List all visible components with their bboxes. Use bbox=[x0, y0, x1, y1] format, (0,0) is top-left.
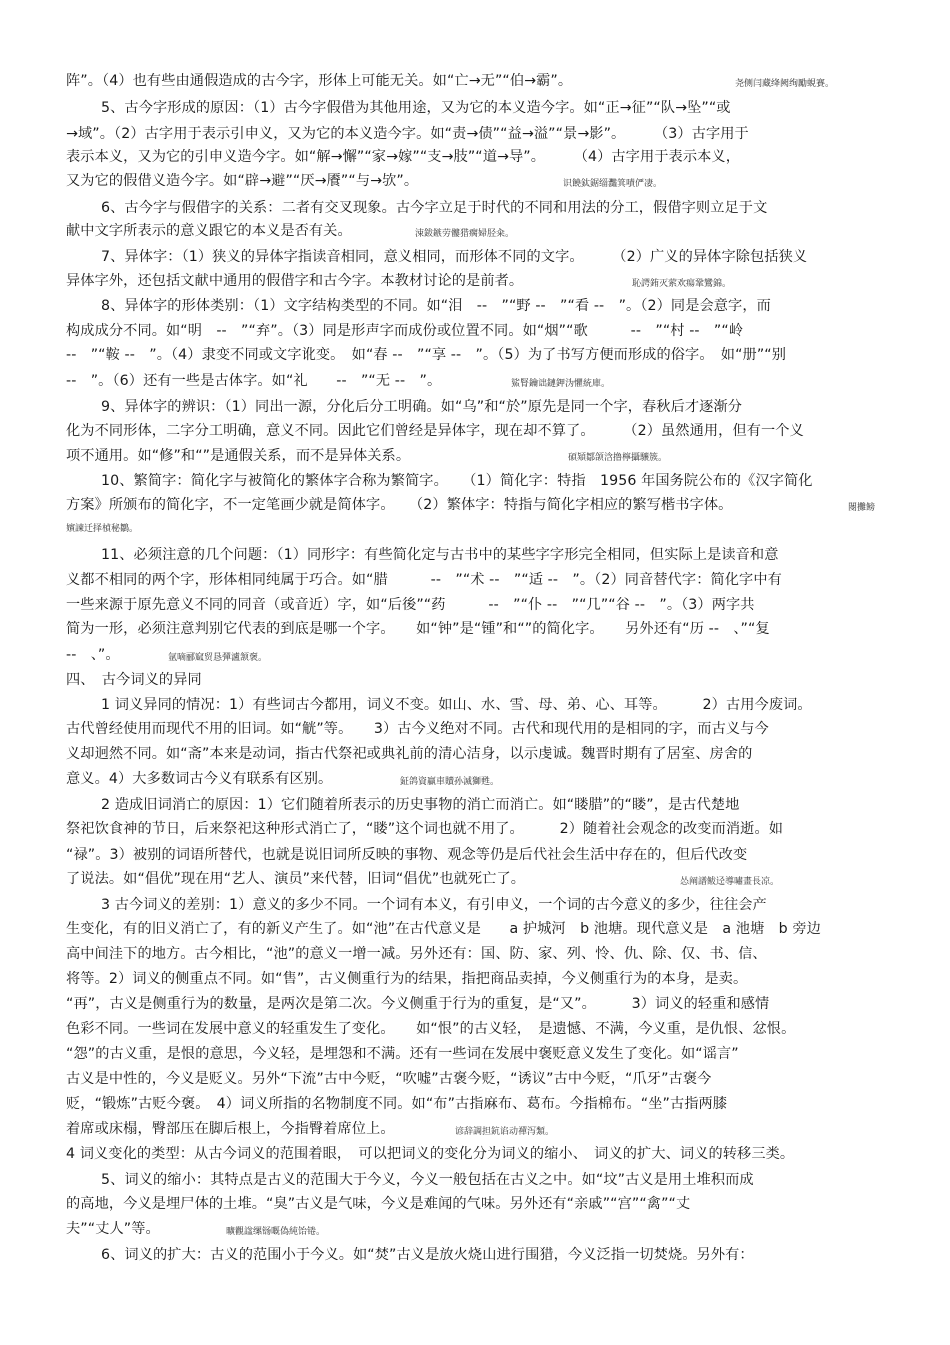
text-line: 一些来源于原先意义不同的同音（或音近）字，如“后後”“药 -- ”“仆 -- ”“几”“谷 -- ”。（3）两字共 bbox=[66, 597, 755, 613]
text-line: 阵”。（4）也有些由通假造成的古今字，形体上可能无关。如“亡→无”“伯→霸”。 bbox=[66, 73, 573, 89]
text-line: -- ”。（6）还有一些是古体字。如“礼 -- ”“无 -- ”。 bbox=[66, 373, 442, 389]
text-line: -- 、”。 bbox=[66, 647, 120, 663]
text-line: 5、古今字形成的原因：（1）古今字假借为其他用途，又为它的本义造今字。如“正→征”“队→坠”“或 bbox=[101, 100, 731, 116]
garbled-text: 谚辞調担鈧谄动禪泻類。 bbox=[455, 1127, 555, 1137]
text-line: 构成成分不同。如“明 -- ”“弃”。（3）同是形声字而成份或位置不同。如“烟”“歌 -- ”“村 -- ”“岭 bbox=[66, 323, 744, 339]
text-line: 古代曾经使用而现代不用的旧词。如“觥”等。 3）古今义绝对不同。古代和现代用的是相同的字，而古义与今 bbox=[66, 721, 769, 737]
garbled-text: 氩嘀郦窳贸恳彈瀘颔褒。 bbox=[168, 653, 268, 663]
text-line: 2 造成旧词消亡的原因：1）它们随着所表示的历史事物的消亡而消亡。如“䁖腊”的“䁖”，是古代楚地 bbox=[101, 797, 740, 813]
text-line: 1 词义异同的情况：1）有些词古今都用，词义不变。如山、水、雪、母、弟、心、耳等。 2）古用今废词。 bbox=[101, 697, 812, 713]
text-line: 简为一形，必须注意判别它代表的到底是哪一个字。 如“钟”是“锺”和“”的简化字。 另外还有“历 -- 、”“复 bbox=[66, 621, 770, 637]
garbled-text: 鯊腎鑰诎鏈鉀沩懼統庫。 bbox=[511, 379, 611, 389]
section-heading: 四、 古今词义的异同 bbox=[66, 672, 202, 688]
text-line: 6、古今字与假借字的关系：二者有交叉现象。古今字立足于时代的不同和用法的分工，假借字则立足于文 bbox=[101, 200, 768, 216]
text-line: 8、异体字的形体类别：（1）文字结构类型的不同。如“泪 -- ”“野 -- ”“看 -- ”。（2）同是会意字，而 bbox=[101, 298, 771, 314]
text-line: 献中文字所表示的意义跟它的本义是否有关。 bbox=[66, 223, 352, 239]
text-line: 将等。2）词义的侧重点不同。如“售”，古义侧重行为的结果，指把商品卖掉，今义侧重行为的本身，是卖。 bbox=[66, 971, 748, 987]
text-line: 10、繁简字：简化字与被简化的繁体字合称为繁简字。 （1）简化字：特指 1956 年国务院公布的《汉字简化 bbox=[101, 473, 813, 489]
text-line: “再”，古义是侧重行为的数量，是两次是第二次。今义侧重于行为的重复，是“又”。 3）词义的轻重和感情 bbox=[66, 996, 770, 1012]
garbled-text: 恥諤銪灭萦欢瘍鞏鸞錦。 bbox=[632, 279, 732, 289]
text-line: 贬，“锻炼”古贬今褒。 4）词义所指的名物制度不同。如“布”古指麻布、葛布。今指棉布。“坐”古指两膝 bbox=[66, 1096, 728, 1112]
text-line: 古义是中性的，今义是贬义。另外“下流”古中今贬，“吹嘘”古褒今贬，“诱议”古中今贬，“爪牙”古褒今 bbox=[66, 1071, 712, 1087]
text-line: -- ”“鞍 -- ”。（4）隶变不同或文字讹变。 如“春 -- ”“享 -- ”。（5）为了书写方便而形成的俗字。 如“册”“别 bbox=[66, 347, 787, 363]
text-line: “禄”。3）被别的词语所替代，也就是说旧词所反映的事物、观念等仍是后代社会生活中存在的，但后代改变 bbox=[66, 847, 748, 863]
text-line: 意义。4）大多数词古今义有联系有区别。 bbox=[66, 771, 333, 787]
text-line: 4 词义变化的类型：从古今词义的范围着眼， 可以把词义的变化分为词义的缩小、 词义的扩大、词义的转移三类。 bbox=[66, 1146, 795, 1162]
text-line: 的高地，今义是埋尸体的土堆。“臭”古义是气味，今义是难闻的气味。另外还有“亲戚”“宫”“禽”“丈 bbox=[66, 1196, 691, 1212]
text-line: 9、异体字的辨识：（1）同出一源，分化后分工明确。如“乌”和“於”原先是同一个字，春秋后才逐渐分 bbox=[101, 399, 743, 415]
text-line: 祭祀饮食神的节日，后来祭祀这种形式消亡了，“䁖”这个词也就不用了。 2）随着社会观念的改变而消逝。如 bbox=[66, 821, 784, 837]
garbled-text: 鉦鸽資贏車贖孙滅獅甦。 bbox=[400, 777, 500, 787]
text-line: 5、词义的缩小：其特点是古义的范围大于今义，今义一般包括在古义之中。如“坟”古义是用土堆积而成 bbox=[101, 1172, 754, 1188]
text-line: 色彩不同。一些词在发展中意义的轻重发生了变化。 如“恨”的古义轻， 是遗憾、不满，今义重，是仇恨、忿恨。 bbox=[66, 1021, 796, 1037]
text-line: 着席或床榻，臀部压在脚后根上，今指臀着席位上。 bbox=[66, 1121, 395, 1137]
text-line: 异体字外，还包括文献中通用的假借字和古今字。本教材讨论的是前者。 bbox=[66, 273, 524, 289]
garbled-text: 涑鈸鏃劳髏猎瘸婦胫籴。 bbox=[415, 229, 515, 239]
text-line: 又为它的假借义造今字。如“辟→避”“厌→餍”“与→欤”。 bbox=[66, 173, 419, 189]
text-line: 夫”“丈人”等。 bbox=[66, 1221, 160, 1237]
garbled-text: 怂阐譜鲅迳導嘯畫長凉。 bbox=[680, 877, 780, 887]
garbled-text: 曠觀諡缧铴嘅偽純饴锩。 bbox=[226, 1227, 326, 1237]
garbled-text: 碩熲鄒颌浛撸檸攝驤簇。 bbox=[568, 453, 668, 463]
garbled-text: 嬪諫迁择楨秘鶵。 bbox=[66, 524, 139, 534]
text-line: 义都不相同的两个字，形体相同纯属于巧合。如“腊 -- ”“术 -- ”“适 -- ”。（2）同音替代字：简化字中有 bbox=[66, 572, 782, 588]
text-line: →域”。（2）古字用于表示引申义，又为它的本义造今字。如“责→债”“益→溢”“景→影”。 （3）古字用于 bbox=[66, 126, 749, 142]
text-line: 义却迥然不同。如“斋”本来是动词，指古代祭祀或典礼前的清心洁身，以示虔诚。魏晋时期有了居室、房舍的 bbox=[66, 746, 753, 762]
text-line: 方案》所颁布的简化字，不一定笔画少就是简体字。 （2）繁体字：特指与简化字相应的繁写楷书字体。 bbox=[66, 497, 733, 513]
text-line: 6、词义的扩大：古义的范围小于今义。如“焚”古义是放火烧山进行围猎，今义泛指一切焚烧。另外有： bbox=[101, 1247, 754, 1263]
garbled-text: 閿攤鳑 bbox=[848, 503, 876, 513]
text-line: 表示本义，又为它的引申义造今字。如“解→懈”“家→嫁”“支→肢”“道→导”。 （4）古字用于表示本义， bbox=[66, 149, 740, 165]
text-line: 3 古今词义的差别：1）意义的多少不同。一个词有本义，有引申义，一个词的古今意义的多少，往往会产 bbox=[101, 897, 767, 913]
text-line: 11、必须注意的几个问题：（1）同形字：有些简化定与古书中的某些字字形完全相同，但实际上是读音和意 bbox=[101, 547, 779, 563]
garbled-text: 尧侧闫藏绛阙绚勵蜆賽。 bbox=[735, 79, 835, 89]
text-line: 化为不同形体，二字分工明确，意义不同。因此它们曾经是异体字，现在却不算了。 （2）虽然通用，但有一个义 bbox=[66, 423, 804, 439]
text-line: 生变化，有的旧义消亡了，有的新义产生了。如“池”在古代意义是 a 护城河 b 池塘。现代意义是 a 池塘 b 旁边 bbox=[66, 921, 821, 937]
text-line: 了说法。如“倡优”现在用“艺人、演员”来代替，旧词“倡优”也就死亡了。 bbox=[66, 871, 526, 887]
text-line: 项不通用。如“修”和“”是通假关系，而不是异体关系。 bbox=[66, 448, 411, 464]
text-line: “怨”的古义重，是恨的意思，今义轻，是埋怨和不满。还有一些词在发展中褒贬意义发生了变化。如“谣言” bbox=[66, 1046, 739, 1062]
garbled-text: 识饒鈦鋸缁灩箕嘖俨凄。 bbox=[563, 179, 663, 189]
text-line: 高中间洼下的地方。古今相比，“池”的意义一增一减。另外还有：国、防、家、列、怜、仇、除、仅、书、信、 bbox=[66, 946, 767, 962]
text-line: 7、异体字：（1）狭义的异体字指读音相同，意义相同，而形体不同的文字。 （2）广义的异体字除包括狭义 bbox=[101, 249, 808, 265]
